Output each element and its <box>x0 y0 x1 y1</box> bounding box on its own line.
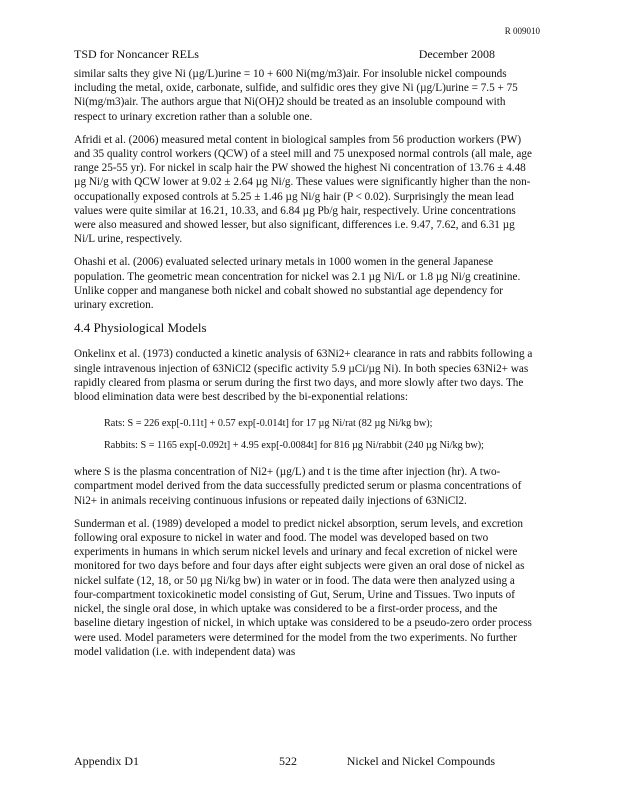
equation-rabbits: Rabbits: S = 1165 exp[-0.092t] + 4.95 exp[-0.0084t] for 816 µg Ni/rabbit (240 µg Ni/kg bw); <box>104 440 484 452</box>
header-title: TSD for Noncancer RELs <box>74 47 199 61</box>
document-number: R 009010 <box>504 26 540 36</box>
equation-rats: Rats: S = 226 exp[-0.11t] + 0.57 exp[-0.014t] for 17 µg Ni/rat (82 µg Ni/kg bw); <box>104 418 433 430</box>
paragraph-plasma-model: where S is the plasma concentration of Ni2+ (µg/L) and t is the time after injection (hr). A two-compartment model derived from the data successfully predicted serum or plasma concentrations of Ni2+ in animals receiving continuous infusions or repeated daily injections of 63NiCl2. <box>74 466 522 507</box>
footer-appendix: Appendix D1 <box>74 754 139 768</box>
elimination-equations <box>104 413 534 457</box>
paragraph-afridi: Afridi et al. (2006) measured metal content in biological samples from 56 production workers (PW) and 35 quality control workers (QCW) of a steel mill and 75 unexposed normal controls (all male, age range 25-55 yr). For nickel in scalp hair the PW showed the highest Ni concentration of 13.76 ± 4.48 µg Ni/g with QCW lower at 9.02 ± 2.64 µg Ni/g. These values were significantly higher than the non-occupationally exposed controls at 5.25 ± 1.46 µg Ni/g hair (P < 0.02). Surprisingly the mean lead values were quite similar at 16.21, 10.33, and 6.84 µg Pb/g hair, respectively. Urine concentrations were also measured and showed lesser, but also significant, differences i.e. 9.47, 7.62, and 6.31 µg Ni/L urine, respectively. <box>74 133 532 246</box>
paragraph-urine-equations: similar salts they give Ni (µg/L)urine = 10 + 600 Ni(mg/m3)air. For insoluble nickel compounds including the metal, oxide, carbonate, sulfide, and sulfidic ores they give Ni (µg/L)urine = 7.5 + 75 Ni(mg/m3)air. The authors argue that Ni(OH)2 should be treated as an insoluble compound with respect to urinary excretion rather than a soluble one. <box>74 68 518 123</box>
footer-subject: Nickel and Nickel Compounds <box>346 754 495 768</box>
page-body <box>74 67 534 668</box>
paragraph-ohashi: Ohashi et al. (2006) evaluated selected urinary metals in 1000 women in the general Japanese population. The geometric mean concentration for nickel was 2.1 µg Ni/L or 1.8 µg Ni/g creatinine. Unlike copper and manganese both nickel and cobalt showed no substantial age dependency for urinary excretion. <box>74 256 521 312</box>
section-heading: 4.4 Physiological Models <box>74 320 207 336</box>
paragraph-onkelinx: Onkelinx et al. (1973) conducted a kinetic analysis of 63Ni2+ clearance in rats and rabbits following a single intravenous injection of 63NiCl2 (specific activity 5.9 µCi/µg Ni). In both species 63Ni2+ was rapidly cleared from plasma or serum during the first two days, and more slowly after two days. The blood elimination data were best described by the bi-exponential relations: <box>74 348 533 404</box>
paragraph-sunderman: Sunderman et al. (1989) developed a model to predict nickel absorption, serum levels, and excretion following oral exposure to nickel in water and food. The model was developed based on two experiments in humans in which serum nickel levels and urinary and fecal excretion of nickel were monitored for two days before and four days after eight subjects were given an oral dose of nickel as nickel sulfate (12, 18, or 50 µg Ni/kg bw) in water or in food. The data were then analyzed using a four-compartment toxicokinetic model consisting of Gut, Serum, Urine and Tissues. Two inputs of nickel, the single oral dose, in which uptake was considered to be a first-order process, and the baseline dietary ingestion of nickel, in which uptake was considered to be a pseudo-zero order process were used. Model parameters were determined for the model from the two experiments. No further model validation (i.e. with independent data) was <box>74 517 532 658</box>
page-number: 522 <box>279 754 297 768</box>
header-date: December 2008 <box>418 47 495 61</box>
